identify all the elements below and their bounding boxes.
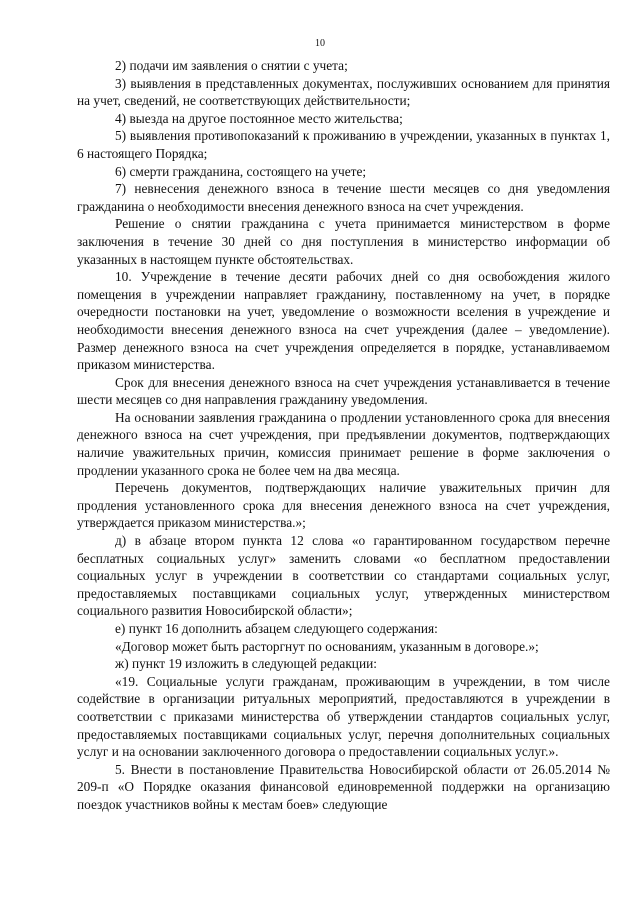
paragraph-item-2: 2) подачи им заявления о снятии с учета; xyxy=(115,58,348,73)
paragraph-decision: Решение о снятии гражданина с учета принимается министерством в форме заключения в течение 30 дней со дня поступления в министерство информации об указанных в настоящем пункте обстоятельствах. xyxy=(77,216,610,267)
paragraph-extension: На основании заявления гражданина о продлении установленного срока для внесения денежного взноса на счет учреждения, при предъявлении документов, подтверждающих наличие уважительных причин, комиссия принимает решение в форме заключения о продлении указанного срока не более чем на два месяца. xyxy=(77,409,610,478)
paragraph-item-6: 6) смерти гражданина, состоящего на учете; xyxy=(115,163,367,179)
document-body xyxy=(77,57,610,814)
paragraph-item-4: 4) выезда на другое постоянное место жительства; xyxy=(115,110,403,126)
paragraph-point-5: 5. Внести в постановление Правительства Новосибирской области от 26.05.2014 № 209-п «О Порядке оказания финансовой единовременной поддержки на организацию поездок участников войны к местам боев» следующие xyxy=(77,761,610,812)
paragraph-item-7: 7) невнесения денежного взноса в течение шести месяцев со дня уведомления гражданина о необходимости внесения денежного взноса на счет учреждения. xyxy=(77,181,610,214)
paragraph-item-3: 3) выявления в представленных документах, послуживших основанием для принятия на учет, сведений, не соответствующих действительности; xyxy=(77,75,610,109)
paragraph-point-10: 10. Учреждение в течение десяти рабочих дней со дня освобождения жилого помещения в учреждении направляет гражданину, поставленному на учет, в порядке очередности постановки на учет, уведомление о возможности вселения в учреждение и необходимости внесения денежного взноса на счет учреждения (далее – уведомление). Размер денежного взноса на счет учреждения определяется в порядке, устанавливаемом приказом министерства. xyxy=(77,269,610,373)
paragraph-deadline: Срок для внесения денежного взноса на счет учреждения устанавливается в течение шести месяцев со дня направления гражданину уведомления. xyxy=(77,374,610,408)
page-number: 10 xyxy=(315,38,325,49)
paragraph-subitem-zh: ж) пункт 19 изложить в следующей редакции: xyxy=(115,656,377,672)
paragraph-contract-quote: «Договор может быть расторгнут по основаниям, указанным в договоре.»; xyxy=(115,638,539,654)
paragraph-point-19: «19. Социальные услуги гражданам, проживающим в учреждении, в том числе содействие в организации ритуальных мероприятий, предоставляются в учреждении в соответствии с приказами министерства об утверждении стандартов социальных услуг, предоставляемых поставщиками социальных услуг, перечня дополнительных социальных услуг и на основании заключенного договора о предоставлении социальных услуг.». xyxy=(77,673,610,760)
paragraph-subitem-d: д) в абзаце втором пункта 12 слова «о гарантированном государством перечне бесплатных социальных услуг» заменить словами «о бесплатном предоставлении социальных услуг в учреждении в соответствии со стандартами социальных услуг, предоставляемых поставщиками социальных услуг, утвержденных министерством социального развития Новосибирской области»; xyxy=(77,533,610,619)
paragraph-item-5: 5) выявления противопоказаний к проживанию в учреждении, указанных в пунктах 1, 6 настоящего Порядка; xyxy=(77,128,610,161)
paragraph-documents-list: Перечень документов, подтверждающих наличие уважительных причин для продления установленного срока для внесения денежного взноса на счет учреждения, утверждается приказом министерства.»; xyxy=(77,480,610,531)
paragraph-subitem-e: е) пункт 16 дополнить абзацем следующего содержания: xyxy=(115,621,438,636)
